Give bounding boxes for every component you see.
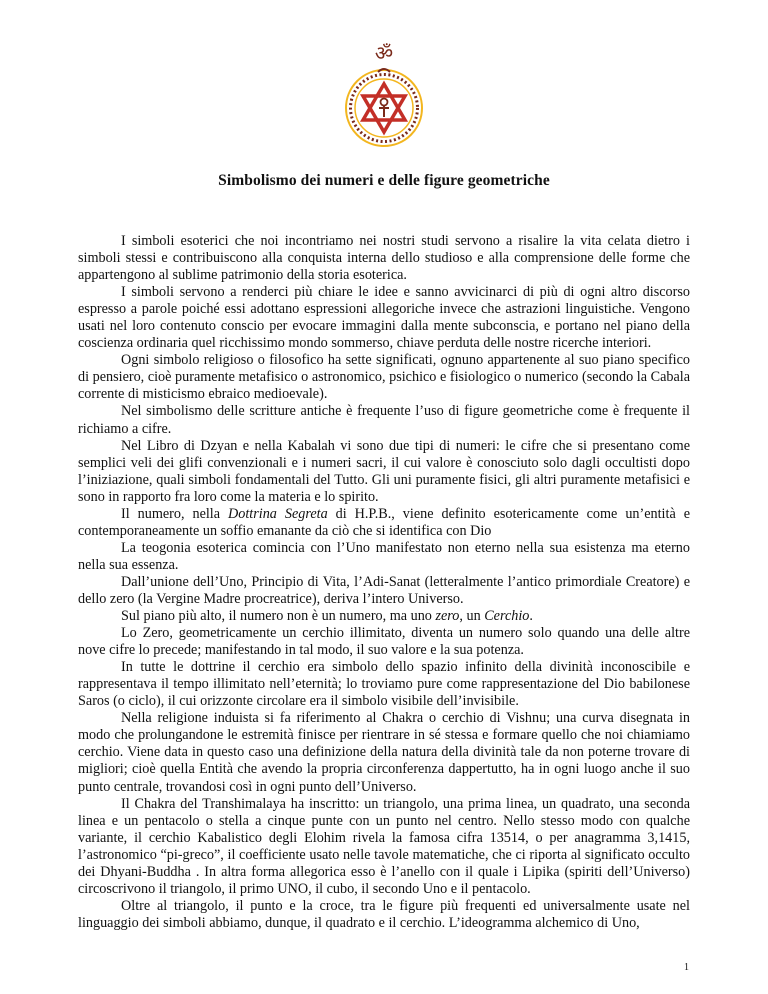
paragraph-text: Il Chakra del Transhimalaya ha inscritto: un triangolo, una prima linea, un quadrato, una seconda linea e un pentacolo o stella a cinque punte con un punto nel centro. Nello stesso modo con qualche variante, il cerchio Kabalistico degli Elohim rivela la famosa cifra 13514, o per anagramma 3,1415, l’astronomico “pi-greco”, il coefficiente usato nelle tavole matematiche, che ci riporta al significato occulto dei Dhyani-Buddha . In altra forma allegorica esso è l’anello con il quale i Lipika (spiriti dell’Universo) circoscrivono il triangolo, il primo UNO, il cubo, il secondo Uno e il pentacolo. bbox=[78, 795, 690, 897]
body-paragraph bbox=[78, 540, 690, 574]
body-paragraph bbox=[78, 608, 690, 625]
paragraph-text: Nella religione induista si fa riferimento al Chakra o cerchio di Vishnu; una curva disegnata in modo che prolungandone le estremità finisce per rientrare in sé stessa e formare quello che noi chiamiamo cerchio. Viene data in questo caso una definizione della natura della divinità tale da non poterne trovare di migliori; cioè quella Entità che avendo la propria circonferenza dappertutto, ha in ogni luogo anche il suo punto centrale, trovandosi così in ogni punto dell’Universo. bbox=[78, 710, 690, 795]
body-paragraph bbox=[78, 506, 690, 540]
paragraph-text: Nel simbolismo delle scritture antiche è frequente l’uso di figure geometriche come è frequente il richiamo a cifre. bbox=[78, 403, 690, 437]
body-paragraph bbox=[78, 284, 690, 352]
body-paragraph bbox=[78, 898, 690, 932]
paragraph-text: Oltre al triangolo, il punto e la croce, tra le figure più frequenti ed universalmente usate nel linguaggio dei simboli abbiamo, dunque, il quadrato e il cerchio. L’ideogramma alchemico di Uno, bbox=[78, 897, 690, 931]
body-paragraph bbox=[78, 796, 690, 898]
paragraph-text: . bbox=[529, 608, 533, 625]
body-paragraph bbox=[78, 574, 690, 608]
paragraph-text: La teogonia esoterica comincia con l’Uno manifestato non eterno nella sua esistenza ma eterno nella sua essenza. bbox=[78, 539, 690, 573]
body-paragraph bbox=[78, 403, 690, 437]
paragraph-text: Ogni simbolo religioso o filosofico ha sette significati, ognuno appartenente al suo piano specifico di pensiero, cioè puramente metafisico o astronomico, psichico e fisiologico o numerico (secondo la Cabala corrente di misticismo ebraico medioevale). bbox=[78, 352, 690, 403]
document-title: Simbolismo dei numeri e delle figure geometriche bbox=[218, 172, 550, 189]
page-number: 1 bbox=[684, 962, 689, 973]
paragraph-text: Lo Zero, geometricamente un cerchio illimitato, diventa un numero solo quando una delle altre nove cifre lo precede; manifestando in tal modo, il suo valore e la sua potenza. bbox=[78, 625, 690, 659]
om-symbol: ॐ bbox=[374, 41, 394, 65]
body-paragraph bbox=[78, 352, 690, 403]
paragraph-text: Il numero, nella bbox=[121, 505, 229, 522]
body-paragraph bbox=[78, 233, 690, 284]
body-paragraph bbox=[78, 659, 690, 710]
paragraph-text: I simboli esoterici che noi incontriamo nei nostri studi servono a risalire la vita celata dietro i simboli stessi e contribuiscono alla conquista interna dello studioso e alla comprensione delle forme che appartengono al sublime patrimonio della storia esoterica. bbox=[78, 233, 690, 284]
italic-text: Dottrina Segreta bbox=[228, 505, 328, 522]
paragraph-text: In tutte le dottrine il cerchio era simbolo dello spazio infinito della divinità inconoscibile e rappresentava il tempo illimitato nell’eternità; lo troviamo pure come rappresentazione del Dio babilonese Saros (o ciclo), il cui orizzonte circolare era il simbolo visibile dell’invisibile. bbox=[78, 659, 690, 710]
body-paragraph bbox=[78, 625, 690, 659]
document-body bbox=[78, 233, 690, 932]
seal-icon bbox=[334, 36, 434, 154]
paragraph-text: Dall’unione dell’Uno, Principio di Vita, l’Adi-Sanat (letteralmente l’antico primordiale Creatore) e dello zero (la Vergine Madre procreatrice), deriva l’intero Universo. bbox=[78, 573, 690, 607]
body-paragraph bbox=[78, 438, 690, 506]
italic-text: zero bbox=[435, 608, 460, 625]
paragraph-text: , un bbox=[459, 608, 485, 625]
paragraph-text: I simboli servono a renderci più chiare le idee e sanno avvicinarci di più di ogni altro discorso espresso a parole poiché essi adottano espressioni allegoriche invece che astrazioni linguistiche. Vengono usati nel loro contenuto conscio per evocare immagini dalla mente subconscia, e portano nel piano della coscienza ordinaria quel ricchissimo mondo sommerso, chiave perduta delle nostre ricerche interiori. bbox=[78, 284, 690, 352]
theosophical-seal-logo bbox=[334, 36, 434, 154]
body-paragraph bbox=[78, 710, 690, 795]
paragraph-text: Sul piano più alto, il numero non è un numero, ma uno bbox=[121, 608, 436, 625]
paragraph-text: di H.P.B., viene definito esotericamente come un’entità e contemporaneamente un soffio emanante da ciò che si identifica con Dio bbox=[78, 505, 691, 539]
italic-text: Cerchio bbox=[484, 608, 530, 625]
paragraph-text: Nel Libro di Dzyan e nella Kabalah vi sono due tipi di numeri: le cifre che si presentano come semplici veli dei glifi convenzionali e i numeri sacri, il cui valore è conosciuto solo dagli occultisti dopo l’iniziazione, quali simboli fondamentali del Tutto. Gli uni puramente fisici, gli altri puramente metafisici e sono in rapporto fra loro come la materia e lo spirito. bbox=[78, 437, 690, 505]
